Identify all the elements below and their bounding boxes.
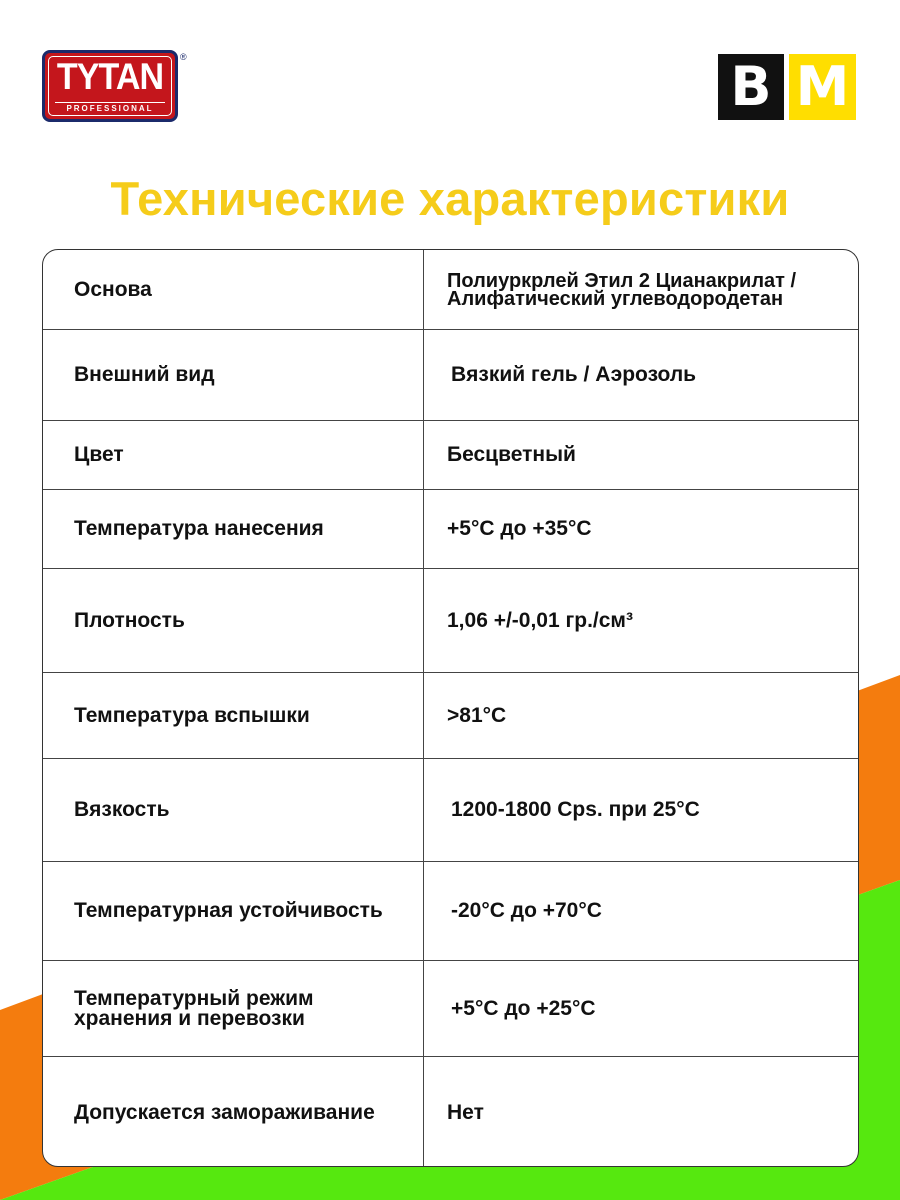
spec-value: +5°C до +35°C <box>447 517 592 540</box>
bm-logo <box>718 54 856 120</box>
spec-row-base <box>43 250 858 330</box>
spec-label: Плотность <box>74 608 185 632</box>
spec-value: 1,06 +/-0,01 гр./см³ <box>447 608 633 632</box>
bm-logo-m: M <box>789 54 856 120</box>
spec-value: +5°C до +25°C <box>451 996 596 1020</box>
spec-label: Температура вспышки <box>74 703 310 727</box>
spec-value: Вязкий гель / Аэрозоль <box>451 363 697 386</box>
page-title: Технические характеристики <box>110 172 790 225</box>
tytan-logo-text: TYTAN <box>56 56 164 97</box>
spec-value: >81°C <box>447 703 507 727</box>
spec-value: 1200-1800 Cps. при 25°C <box>451 798 700 821</box>
spec-table <box>42 249 859 1167</box>
spec-row-color <box>43 421 858 490</box>
column-divider <box>423 250 424 1166</box>
spec-row-temp-resistance <box>43 862 858 961</box>
registered-mark: ® <box>180 52 187 62</box>
spec-label: Внешний вид <box>74 363 215 386</box>
spec-row-application-temp <box>43 490 858 569</box>
spec-row-freezing <box>43 1057 858 1167</box>
spec-value: Нет <box>447 1100 484 1124</box>
spec-row-flash-point <box>43 673 858 759</box>
spec-row-appearance <box>43 330 858 421</box>
tytan-logo-subtitle: PROFESSIONAL <box>55 102 165 113</box>
spec-label: Температурный режим хранения и перевозки <box>74 986 314 1030</box>
spec-label: Вязкость <box>74 798 170 821</box>
spec-label: Основа <box>74 277 152 301</box>
spec-label: Температура нанесения <box>74 517 324 540</box>
spec-label: Цвет <box>74 443 124 466</box>
spec-row-viscosity <box>43 759 858 862</box>
tytan-logo <box>42 50 178 122</box>
spec-row-storage-temp <box>43 961 858 1057</box>
spec-label: Температурная устойчивость <box>74 899 383 922</box>
spec-value: Бесцветный <box>447 443 576 466</box>
bm-logo-b: B <box>718 54 784 120</box>
spec-value: Полиуркрлей Этил 2 Цианакрилат / Алифатический углеводородетан <box>447 269 797 310</box>
spec-row-density <box>43 569 858 673</box>
spec-value: -20°C до +70°C <box>451 899 602 922</box>
spec-label: Допускается замораживание <box>74 1100 375 1124</box>
